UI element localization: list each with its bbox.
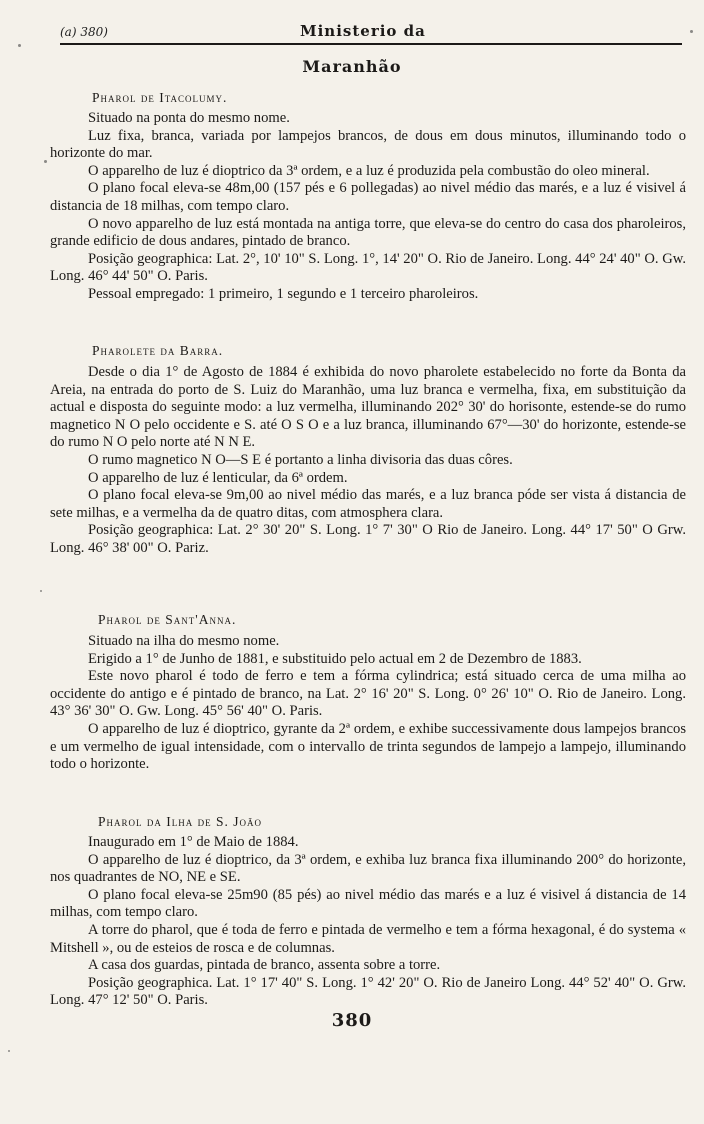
region-title: Maranhão bbox=[302, 57, 402, 76]
paragraph: Situado na ilha do mesmo nome. bbox=[88, 633, 280, 649]
section-title-sao-joao: Pharol da Ilha de S. João bbox=[98, 814, 263, 829]
ink-speck bbox=[8, 1050, 10, 1052]
paragraph: A casa dos guardas, pintada de branco, assenta sobre a torre. bbox=[88, 957, 441, 974]
running-header bbox=[60, 22, 680, 42]
paragraph: Erigido a 1° de Junho de 1881, e substituido pelo actual em 2 de Dezembro de 1883. bbox=[88, 650, 582, 667]
section-body-sao-joao bbox=[50, 834, 686, 1010]
section-title-itacolumy: Pharol de Itacolumy. bbox=[92, 90, 228, 105]
ink-speck bbox=[18, 44, 21, 47]
paragraph: O plano focal eleva-se 48m,00 (157 pés e 6 pollegadas) ao nivel médio das marés, e a luz é visivel á distancia de 18 milhas, com tempo claro. bbox=[50, 180, 686, 214]
page-number: 380 bbox=[331, 1010, 373, 1031]
paragraph: Pessoal empregado: 1 primeiro, 1 segundo e 1 terceiro pharoleiros. bbox=[88, 285, 479, 302]
ink-speck bbox=[44, 160, 47, 163]
paragraph: O plano focal eleva-se 9m,00 ao nivel médio das marés, e a luz branca póde ser vista á distancia de sete milhas, e a vermelha da de quatro ditas, com atmosphera clara. bbox=[50, 487, 686, 521]
paragraph: Inaugurado em 1° de Maio de 1884. bbox=[88, 834, 299, 850]
paragraph: O rumo magnetico N O—S E é portanto a linha divisoria das duas côres. bbox=[88, 451, 513, 468]
header-marginal-note: (a) 380) bbox=[60, 25, 108, 39]
ink-speck bbox=[40, 590, 42, 592]
section-body-barra bbox=[50, 364, 686, 558]
paragraph: Este novo pharol é todo de ferro e tem a fórma cylindrica; está situado cerca de uma milha ao occidente do antigo e é pintado de branco, na Lat. 2° 16' 20" S. Long. 0° 26' 10" O. Rio de Janeiro. Long. 43° 36' 30" O. Gw. Long. 45° 56' 40" O. Paris. bbox=[50, 668, 686, 720]
section-body-santanna bbox=[50, 633, 686, 774]
paragraph: O plano focal eleva-se 25m90 (85 pés) ao nivel médio das marés e a luz é visivel á distancia de 14 milhas, com tempo claro. bbox=[50, 886, 686, 921]
ink-speck bbox=[690, 30, 693, 33]
paragraph: Luz fixa, branca, variada por lampejos brancos, de dous em dous minutos, illuminando todo o horizonte do mar. bbox=[50, 127, 686, 162]
paragraph: Posição geographica: Lat. 2°, 10' 10" S. Long. 1°, 14' 20" O. Rio de Janeiro. Long. 44° 24' 40" O. Gw. Long. 46° 44' 50" O. Paris. bbox=[50, 250, 686, 285]
paragraph: Posição geographica. Lat. 1° 17' 40" S. Long. 1° 42' 20" O. Rio de Janeiro Long. 44° 52' 40" O. Grw. Long. 47° 12' 50" O. Paris. bbox=[50, 974, 686, 1009]
paragraph: O apparelho de luz é dioptrico, gyrante da 2ª ordem, e exhibe successivamente dous lampejos brancos e um vermelho de igual intensidade, com o intervallo de trinta segundos de lampejo a lampejo, illuminando todo o horizonte. bbox=[50, 720, 686, 773]
paragraph: O apparelho de luz é dioptrico, da 3ª ordem, e exhiba luz branca fixa illuminando 200° do horizonte, nos quadrantes de NO, NE e SE. bbox=[50, 851, 686, 886]
paragraph: Posição geographica: Lat. 2° 30' 20" S. Long. 1° 7' 30" O Rio de Janeiro. Long. 44° 17' 50" O Grw. Long. 46° 38' 00" O. Pariz. bbox=[50, 522, 686, 556]
section-title-barra: Pharolete da Barra. bbox=[92, 343, 224, 358]
paragraph: A torre do pharol, que é toda de ferro e pintada de vermelho e tem a fórma hexagonal, é do systema « Mitshell », ou de esteios de rosca e de columnas. bbox=[50, 921, 686, 956]
paragraph: O apparelho de luz é lenticular, da 6ª ordem. bbox=[88, 469, 348, 486]
paragraph: O apparelho de luz é dioptrico da 3ª ordem, e a luz é produzida pela combustão do oleo mineral. bbox=[88, 162, 650, 179]
header-rule bbox=[60, 43, 682, 45]
paragraph: Situado na ponta do mesmo nome. bbox=[88, 110, 290, 126]
section-title-santanna: Pharol de Sant'Anna. bbox=[98, 612, 237, 627]
paragraph: O novo apparelho de luz está montada na antiga torre, que eleva-se do centro do casa dos pharoleiros, grande edificio de dous andares, pintado de branco. bbox=[50, 215, 686, 250]
header-title: Ministerio da bbox=[300, 22, 426, 40]
paragraph: Desde o dia 1° de Agosto de 1884 é exhibida do novo pharolete estabelecido no forte da Bonta da Areia, na entrada do porto de S. Luiz do Maranhão, uma luz branca e vermelha, fixa, em substituição da actual e disposta do seguinte modo: a luz vermelha, illuminando 202° 30' do horisonte, estende-se do rumo magnetico N O pelo occidente e S. até O S O e a luz branca, illuminando 67°—30' do horizonte, estende-se do rumo N O pelo norte até N N E. bbox=[50, 364, 686, 451]
section-body-itacolumy bbox=[50, 110, 686, 304]
